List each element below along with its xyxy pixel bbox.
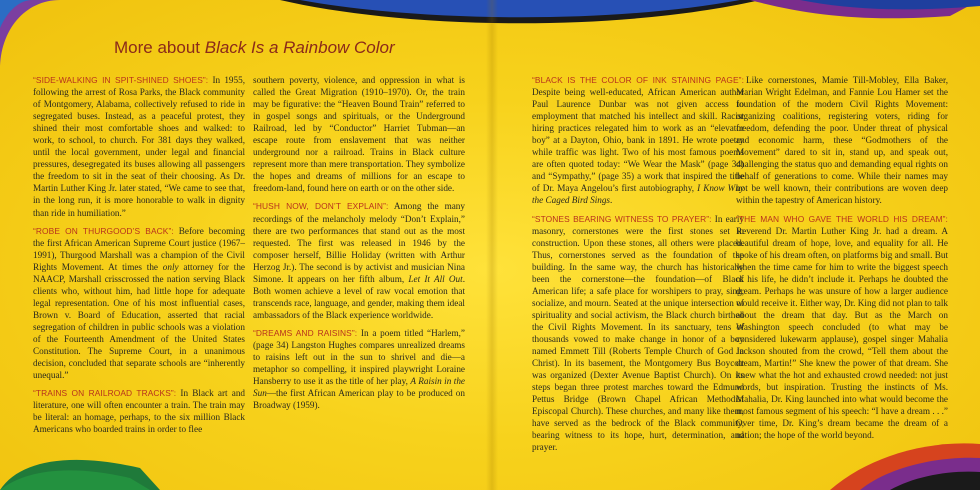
heading-dream: “THE MAN WHO GAVE THE WORLD HIS DREAM”: — [736, 213, 948, 224]
title-book: Black Is a Rainbow Color — [204, 38, 395, 57]
album-title: Let It All Out — [408, 273, 463, 284]
paragraph-trains — [33, 387, 245, 435]
rainbow-arc-top-center — [150, 0, 980, 42]
body-cornerstones: Like cornerstones, Mamie Till-Mobley, Ella Baker, Marian Wright Edelman, and Fannie Lou Hamer set the foundation of the modern Civil Rights Movement: organizing coalitions, registering voters, riding for freedom, defending the poor. Under threat of physical and economic harm, these “Godmothers of the Movement” dared to sit in, stand up, and speak out, challenging the status quo and demanding equal rights on behalf of generations to come. While their names may not be well known, their contributions are woven deep within the tapestry of American history. — [736, 75, 948, 206]
heading-thurgood: “ROBE ON THURGOOD’S BACK”: — [33, 225, 174, 236]
body-side-walking: In 1955, following the arrest of Rosa Parks, the Black community of Montgomery, Alabama, collectively refused to ride in segregated buses. Instead, as a peaceful protest, they shined their most comfortable shoes and walked: to work, to school, to church. For 381 days they walked, until the local government, under legal and financial pressures, desegregated its buses allowing all passengers the freedom to sit in the seat of their choosing. As Dr. Martin Luther King Jr. later stated, “We came to see that, in the long run, it is more honorable to walk in dignity than ride in humiliation.” — [33, 75, 246, 218]
heading-hush-now: “HUSH NOW, DON’T EXPLAIN”: — [253, 201, 389, 212]
rainbow-arc-bottom-left — [0, 440, 160, 490]
title-prefix: More about — [114, 38, 205, 57]
heading-dreams-raisins: “DREAMS AND RAISINS”: — [253, 327, 358, 338]
body-thurgood-b: attorney for the NAACP, Marshall crisscrossed the nation serving Black clients who, without him, had little hope for adequate legal representation. One of his most influential cases, Brown v. Board of Education, asserted that racial segregation of children in public schools was a violation of the Fourteenth Amendment of the United States Constitution. The Supreme Court, in a unanimous decision, concluded that separate schools are “inherently unequal.” — [33, 261, 245, 381]
book-gutter — [486, 0, 498, 490]
body-dream: Reverend Dr. Martin Luther King Jr. had a dream. A beautiful dream of hope, love, and equality for all. He spoke of his dream often, on platforms big and small. But when the time came for him to write the biggest speech of his life, he didn’t include it. Perhaps he doubted the dream. Perhaps he was unsure of how a larger audience would receive it. Either way, Dr. King did not plan to talk about the dream that day. But as the March on Washington speech concluded (to what may be considered lukewarm applause), gospel singer Mahalia Jackson shouted from the crowd, “Tell them about the dream, Martin!” She knew the power of that dream. She knew what the hot and exhausted crowd needed: not just words, but inspiration. Trusting the instincts of Ms. Mahalia, Dr. King launched into what would become the most famous segment of his speech: “I have a dream . . .” Over time, Dr. King’s dream became the dream of a nation; the hope of the world beyond. — [736, 225, 948, 441]
body-hush-now-b: . Both women achieve a level of raw vocal emotion that transcends race, language, and gender, making them ideal ambassadors of the Black experience worldwide. — [253, 273, 465, 320]
paragraph-trains-continued — [253, 74, 465, 194]
paragraph-cornerstones — [736, 74, 948, 207]
paragraph-side-walking — [33, 74, 245, 219]
body-ink-b: . — [610, 195, 613, 206]
body-trains-continued: southern poverty, violence, and oppression in what is called the Great Migration (1910–1970). Or, the train may be figurative: the “Heaven Bound Train” referred to in gospel songs and spirituals, or the Underground Railroad, led by “Conductor” Harriet Tubman—an escape route from enslavement that was neither underground nor a railroad. Trains in Black culture represent more than mere transportation. They symbolize the hopes and dreams of millions for an escape to freedom-land, found here on earth or on the other side. — [253, 75, 465, 194]
page-title — [114, 38, 395, 58]
heading-trains: “TRAINS ON RAILROAD TRACKS”: — [33, 388, 177, 399]
play-title: A Raisin in the Sun — [253, 376, 465, 399]
heading-side-walking: “SIDE-WALKING IN SPIT-SHINED SHOES”: — [33, 75, 209, 85]
heading-ink: “BLACK IS THE COLOR OF INK STAINING PAGE”: — [532, 75, 744, 85]
body-thurgood-emphasis: only — [162, 261, 179, 272]
rainbow-arc-top-left — [0, 0, 120, 70]
column-2 — [253, 74, 465, 417]
column-4 — [736, 74, 948, 447]
paragraph-dreams-raisins — [253, 327, 465, 411]
paragraph-ink — [532, 74, 744, 207]
paragraph-stones — [532, 213, 744, 454]
book-title-caged-bird: I Know Why the Caged Bird Sings — [532, 183, 745, 206]
paragraph-hush-now — [253, 200, 465, 320]
heading-stones: “STONES BEARING WITNESS TO PRAYER”: — [532, 213, 712, 224]
column-3 — [532, 74, 744, 459]
body-ink-a: Despite being well-educated, African American author Paul Laurence Dunbar was not given access to employment that matched his intellect and skill. Racist hiring practices relegated him to work as an “elevator boy” at a Dayton, Ohio, bank in 1891. He wrote poetry while traffic was light. Two of his most famous poems are often quoted today: “We Wear the Mask” (page 34) and “Sympathy,” (page 35) a work that inspired the title of Dr. Maya Angelou’s first autobiography, — [532, 87, 744, 194]
column-1 — [33, 74, 245, 441]
paragraph-dream — [736, 213, 948, 442]
body-hush-now-a: Among the many recordings of the melancholy melody “Don’t Explain,” there are two performances that stand out as the most requested. The first was released in 1946 by the composer herself, Billie Holiday (written with Arthur Herzog Jr.). The second is by activist and musician Nina Simone. It appears on her fifth album, — [253, 201, 465, 284]
body-trains: In Black art and literature, one will often encounter a train. The train may be literal: an homage, perhaps, to the six million Black Americans who boarded trains in order to flee — [33, 388, 246, 435]
body-dreams-b: —the first African American play to be produced on Broadway (1959). — [253, 388, 465, 411]
body-stones: In early masonry, cornerstones were the first stones set in construction. Upon these stones, all others were placed. Thus, cornerstones served as the foundation of the building. In the same way, the church has historically been the cornerstone—the foundation—of Black American life; a safe place for worshipers to pray, sing, socialize, and mourn. Seated at the unique intersection of spirituality and social activism, the Black church birthed the Civil Rights Movement. In its sanctuary, tens of thousands vowed to make change in honor of a boy named Emmett Till (Roberts Temple Church of God in Christ). In its basement, the Montgomery Bus Boycott was organized (Dexter Avenue Baptist Church). On its steps began three protest marches toward the Edmund Pettus Bridge (Brown Chapel African Methodist Episcopal Church). These churches, and many like them, have served as the bedrock of the Black community, bearing witness to its hope, hurt, determination, and prayer. — [532, 213, 744, 453]
body-thurgood-a: Before becoming the first African American Supreme Court justice (1967–1991), Thurgood Marshall was a champion of the Civil Rights Movement. At times the — [33, 225, 245, 272]
body-dreams-a: In a poem titled “Harlem,” (page 34) Langston Hughes compares unrealized dreams to raisins left out in the sun to shrivel and die—a metaphor so compelling, it inspired playwright Loraine Hansberry to use it as the title of her play, — [253, 327, 465, 387]
paragraph-thurgood — [33, 225, 245, 382]
